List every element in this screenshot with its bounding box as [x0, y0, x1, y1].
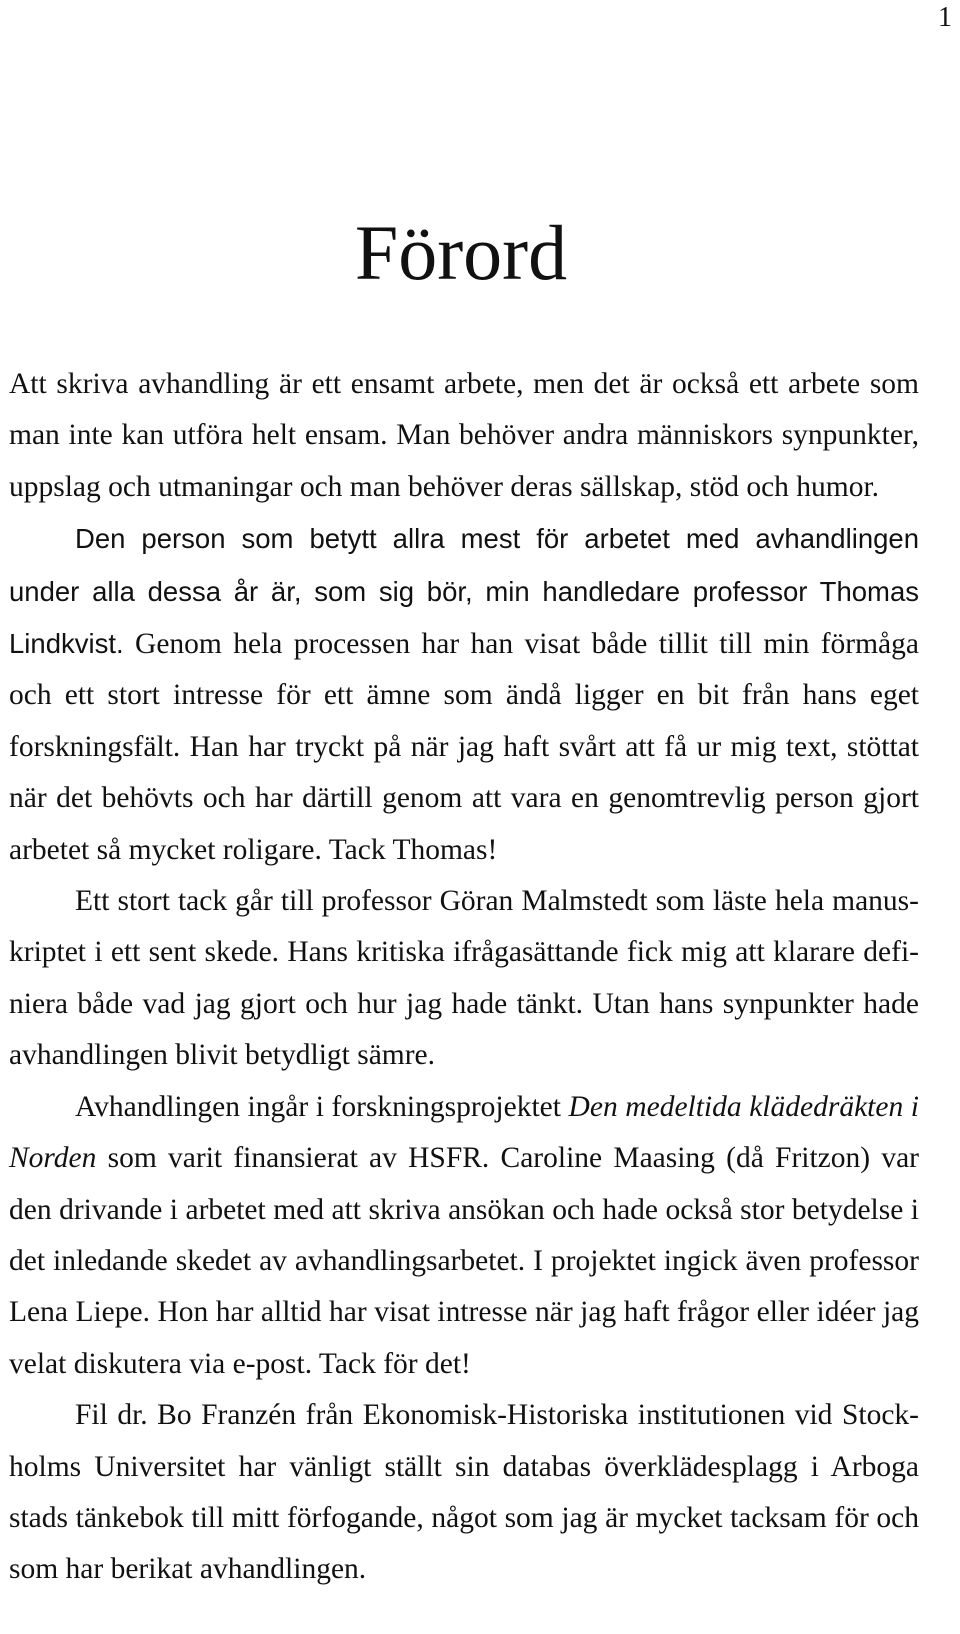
project-details: som varit finansierat av HSFR. Caroline Maasing (då Fritzon) var den drivande i arbetet med att skriva ansökan och hade också stor betydelse i det inledande skedet av avhandlingsarbetet. I projektet ingick även professor Lena Liepe. Hon har alltid har visat intresse när jag haft frågor eller idéer jag velat diskutera via e-post. Tack för det! — [9, 1142, 919, 1380]
paragraph-franzen: Fil dr. Bo Franzén från Ekonomisk-Historiska institutionen vid Stockholms Universitet har vänligt ställt sin databas överklädesplagg i Arboga stads tänkebok till mitt förfogande, något som jag är mycket tacksam för och som har berikat avhandlingen. — [9, 1399, 919, 1586]
paragraph-intro: Att skriva avhandling är ett ensamt arbete, men det är också ett arbete som man inte kan utföra helt ensam. Man behöver andra människors synpunkter, uppslag och utmaningar och man behöver deras sällskap, stöd och humor. — [9, 368, 919, 503]
preface-body — [9, 359, 919, 1596]
supervisor-sentence: Den person som betytt allra mest för arbetet med avhandlingen under alla dessa år är, som sig bör, min handledare professor Thomas Lindkvist. — [9, 523, 919, 660]
project-name: Den medeltida klädedräkten i Norden — [9, 1090, 920, 1175]
project-intro: Avhandlingen ingår i forskningsprojektet — [75, 1090, 569, 1123]
paragraph-malmstedt: Ett stort tack går till professor Göran Malmstedt som läste hela manuskriptet i ett sent skede. Hans kritiska ifrågasättande fick mig att klarare definiera både vad jag gjort och hur jag hade tänkt. Utan hans synpunkter hade avhandlingen blivit betydligt sämre. — [9, 885, 919, 1072]
page-title: Förord — [354, 209, 568, 296]
page-number: 1 — [938, 2, 952, 33]
supervisor-thanks: Genom hela processen har han visat både tillit till min förmåga och ett stort intresse för ett ämne som ändå ligger en bit från hans eget forskningsfält. Han har tryckt på när jag haft svårt att få ur mig text, stöttat när det behövts och har därtill genom att vara en genomtrevlig person gjort arbetet så mycket roligare. Tack Thomas! — [9, 628, 919, 866]
paragraph-supervisor — [9, 513, 919, 876]
paragraph-project — [9, 1082, 919, 1390]
